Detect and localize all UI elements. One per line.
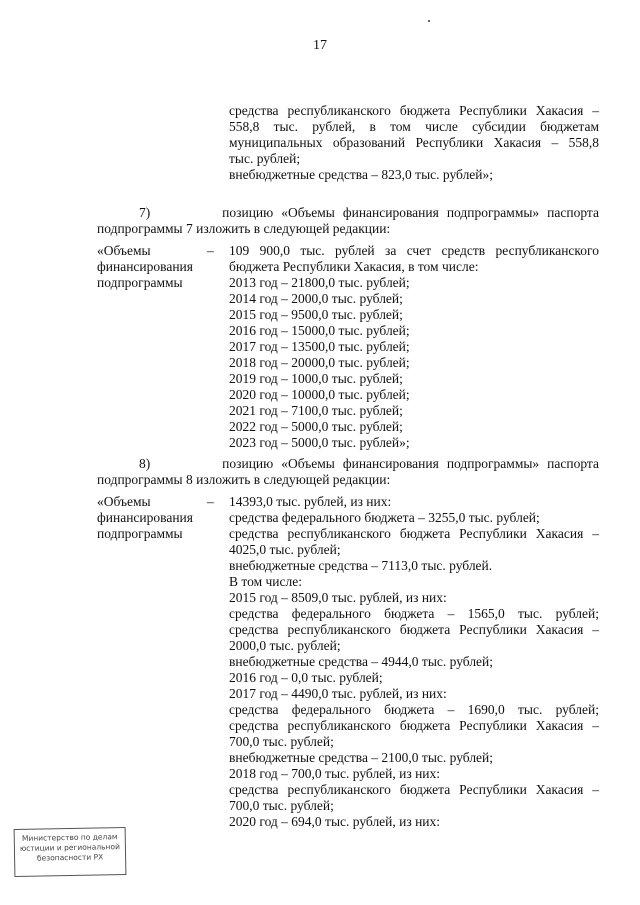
content-line: 700,0 тыс. рублей;	[229, 798, 334, 813]
item-8-content	[229, 494, 599, 830]
item-7-paragraph	[97, 205, 599, 237]
content-line: средства федерального бюджета – 1565,0 тыс. рублей;	[229, 606, 599, 621]
content-line: 2015 год – 8509,0 тыс. рублей, из них:	[229, 590, 447, 605]
content-line: 2021 год – 7100,0 тыс. рублей;	[229, 403, 403, 418]
content-line: 2018 год – 700,0 тыс. рублей, из них:	[229, 766, 441, 781]
text-line: 558,8 тыс. рублей, в том числе субсидии бюджетам	[229, 119, 599, 134]
content-line: 2023 год – 5000,0 тыс. рублей»;	[229, 435, 410, 450]
content-line: 2016 год – 0,0 тыс. рублей;	[229, 670, 383, 685]
stamp-line: юстиции и региональной	[19, 842, 121, 853]
content-line: 2020 год – 10000,0 тыс. рублей;	[229, 387, 410, 402]
content-line: 2014 год – 2000,0 тыс. рублей;	[229, 291, 403, 306]
item-7-line-2: подпрограммы 7 изложить в следующей редакции:	[97, 221, 391, 236]
top-continuation-block	[229, 103, 599, 183]
item-8-dash: –	[207, 494, 214, 509]
label-line: финансирования	[97, 259, 193, 274]
content-line: 2017 год – 4490,0 тыс. рублей, из них:	[229, 686, 447, 701]
content-line: 2013 год – 21800,0 тыс. рублей;	[229, 275, 410, 290]
item-8-line-1: 8) позицию «Объемы финансирования подпрограммы» паспорта	[139, 456, 599, 471]
stamp-line: Министерство по делам	[21, 832, 118, 843]
text-line: средства республиканского бюджета Республики Хакасия –	[229, 103, 599, 118]
scan-speck	[428, 20, 430, 22]
content-line: 109 900,0 тыс. рублей за счет средств республиканского	[229, 243, 599, 258]
content-line: средства республиканского бюджета Республики Хакасия –	[229, 718, 599, 733]
content-line: 2017 год – 13500,0 тыс. рублей;	[229, 339, 410, 354]
content-line: внебюджетные средства – 7113,0 тыс. рублей.	[229, 558, 493, 573]
item-8-paragraph	[97, 456, 599, 488]
text-line: внебюджетные средства – 823,0 тыс. рублей»;	[229, 167, 494, 182]
content-line: внебюджетные средства – 2100,0 тыс. рублей;	[229, 750, 494, 765]
content-line: бюджета Республики Хакасия, в том числе:	[229, 259, 479, 274]
label-line: подпрограммы	[97, 526, 183, 541]
content-line: средства федерального бюджета – 3255,0 тыс. рублей;	[229, 510, 540, 525]
text-line: муниципальных образований Республики Хакасия – 558,8	[229, 135, 599, 150]
content-line: 2015 год – 9500,0 тыс. рублей;	[229, 307, 403, 322]
content-line: средства республиканского бюджета Республики Хакасия –	[229, 526, 599, 541]
label-line: «Объемы	[97, 494, 151, 509]
label-line: финансирования	[97, 510, 193, 525]
stamp-line: безопасности РХ	[36, 852, 104, 863]
item-7-label	[97, 243, 225, 291]
page-number: 17	[313, 38, 327, 53]
item-8-line-2: подпрограммы 8 изложить в следующей редакции:	[97, 472, 391, 487]
content-line: 4025,0 тыс. рублей;	[229, 542, 341, 557]
content-line: средства республиканского бюджета Республики Хакасия –	[229, 622, 599, 637]
content-line: 700,0 тыс. рублей;	[229, 734, 334, 749]
content-line: 2016 год – 15000,0 тыс. рублей;	[229, 323, 410, 338]
content-line: 2019 год – 1000,0 тыс. рублей;	[229, 371, 403, 386]
content-line: внебюджетные средства – 4944,0 тыс. рублей;	[229, 654, 494, 669]
content-line: 2000,0 тыс. рублей;	[229, 638, 341, 653]
content-line: В том числе:	[229, 574, 302, 589]
content-line: средства республиканского бюджета Республики Хакасия –	[229, 782, 599, 797]
item-8-label	[97, 494, 225, 542]
content-line: 2018 год – 20000,0 тыс. рублей;	[229, 355, 410, 370]
content-line: средства федерального бюджета – 1690,0 тыс. рублей;	[229, 702, 599, 717]
content-line: 2022 год – 5000,0 тыс. рублей;	[229, 419, 403, 434]
label-line: «Объемы	[97, 243, 151, 258]
item-7-content	[229, 243, 599, 451]
text-line: тыс. рублей;	[229, 151, 301, 166]
item-7-line-1: 7) позицию «Объемы финансирования подпрограммы» паспорта	[139, 205, 599, 220]
content-line: 2020 год – 694,0 тыс. рублей, из них:	[229, 814, 441, 829]
item-7-dash: –	[207, 243, 214, 258]
registration-stamp	[14, 827, 127, 877]
label-line: подпрограммы	[97, 275, 183, 290]
content-line: 14393,0 тыс. рублей, из них:	[229, 494, 392, 509]
